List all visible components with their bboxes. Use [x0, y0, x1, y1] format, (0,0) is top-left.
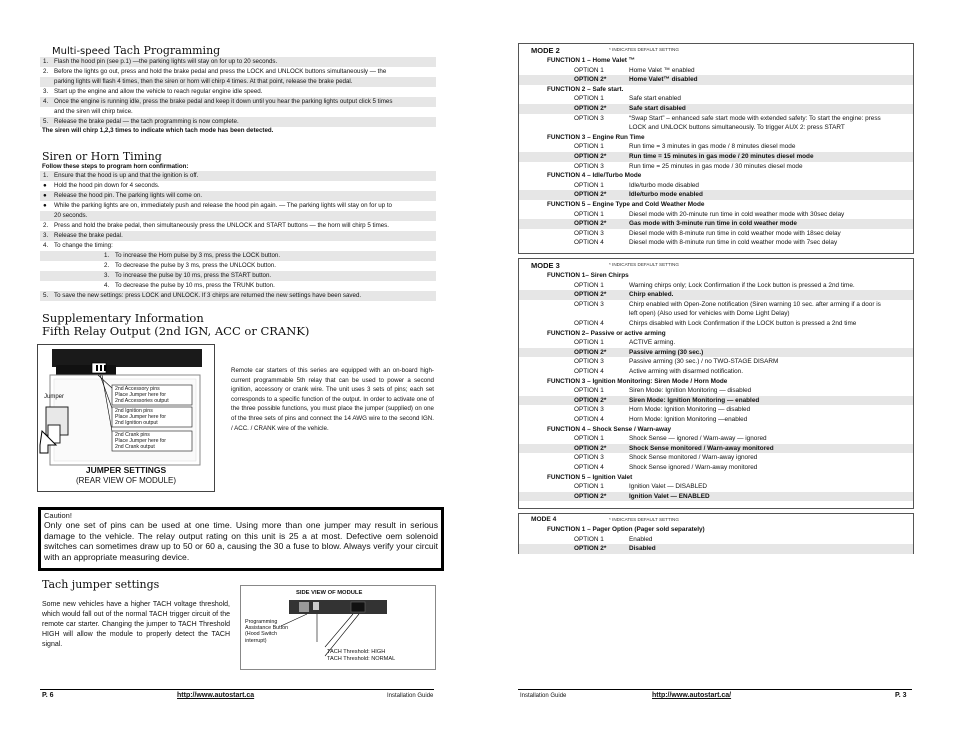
option-text: Run time = 15 minutes in gas mode / 20 minutes diesel mode [629, 153, 814, 160]
function-heading: FUNCTION 1– Siren Chirps [547, 272, 629, 279]
option-row [519, 415, 913, 425]
default-option-row [519, 219, 913, 229]
option-label: OPTION 4 [574, 416, 604, 423]
option-text: Horn Mode: Ignition Monitoring — disabled [629, 406, 751, 414]
option-label: OPTION 3 [574, 114, 604, 122]
option-row [519, 405, 913, 415]
siren-step-text: To decrease the pulse by 10 ms, press the TRUNK button. [115, 282, 275, 289]
option-label: OPTION 3 [574, 406, 604, 414]
mode-4-box [518, 513, 914, 554]
option-text: Shock Sense monitored / Warn-away ignored [629, 454, 758, 462]
tach-programming-title: Multi-speed Tach Programming [52, 44, 221, 57]
left-page-number: P. 6 [42, 692, 54, 699]
option-label: OPTION 4 [574, 239, 604, 247]
option-row [519, 300, 913, 310]
option-row [519, 114, 913, 124]
siren-step [40, 291, 436, 301]
function-heading: FUNCTION 5 – Ignition Valet [547, 473, 633, 481]
option-row [519, 453, 913, 463]
option-label: OPTION 3 [574, 454, 604, 462]
function-heading: FUNCTION 3 – Ignition Monitoring: Siren Mode / Horn Mode [547, 377, 728, 385]
option-text: Siren Mode: Ignition Monitoring — enabled [629, 396, 760, 404]
siren-step-text: To increase the Horn pulse by 3 ms, press the LOCK button. [115, 252, 281, 259]
option-row [519, 123, 913, 133]
option-text: Enabled [629, 535, 653, 543]
option-row [519, 535, 913, 545]
siren-step [40, 201, 436, 211]
function-heading: FUNCTION 1 – Home Valet ™ [547, 57, 636, 64]
option-label: OPTION 1 [574, 66, 604, 74]
option-text: Run time = 25 minutes in gas mode / 30 minutes diesel mode [629, 162, 803, 170]
option-text: Chirp enabled with Open-Zone notification (Siren warning 10 sec. after arming if a door is [629, 300, 881, 308]
option-text: Idle/turbo mode enabled [629, 191, 703, 199]
option-text: Horn Mode: Ignition Monitoring —enabled [629, 416, 748, 423]
siren-step-number: 2. [43, 222, 49, 229]
tach-jumper-paragraph: Some new vehicles have a higher TACH voltage threshold, which would fall out of the normal TACH trigger circuit of the remote car starter. Changing the jumper to TACH Threshold HIGH will allow the module to properly detect the TACH signal. [42, 601, 230, 648]
bullet-icon: ● [43, 192, 47, 199]
option-row [519, 281, 913, 291]
option-text: Diesel mode with 8-minute run time in cold weather mode with 18sec delay [629, 229, 841, 237]
function-heading: FUNCTION 2– Passive or active arming [547, 329, 666, 337]
option-label: OPTION 3 [574, 229, 604, 237]
option-text: Siren Mode: Ignition Monitoring — disabled [629, 387, 752, 395]
option-label: OPTION 4 [574, 320, 604, 327]
siren-step-number: 5. [43, 292, 49, 299]
siren-step-text: While the parking lights are on, immediately push and release the hood pin again. — The parking lights will stay on for up to [54, 202, 392, 209]
fifth-relay-paragraph: Remote car starters of this series are equipped with an on-board high-current programmable 5th relay that can be used to power a second ignition, accessory or crank wire. The unit uses 3 sets of pins; each set corresponds to a specific function of the output. In order to activate one of the three possible functions, you must place the jumper (supplied) on one of the three sets of pins and connect the 14 AWG wire to the second IGN. / ACC. / CRANK wire of the vehicle. [231, 367, 434, 432]
siren-step-number: 4. [104, 282, 110, 289]
option-label: OPTION 1 [574, 483, 604, 491]
option-text: Diesel mode with 20-minute run time in cold weather mode with 30sec delay [629, 210, 845, 218]
option-label: OPTION 2* [574, 291, 607, 299]
accessory-pins-label: 2nd Accessory pins Place Jumper here for 2nd Accessories output [115, 386, 169, 404]
option-text: ACTIVE arming. [629, 339, 676, 347]
option-label: OPTION 1 [574, 210, 604, 218]
siren-step-number: 4. [43, 242, 49, 249]
option-label: OPTION 1 [574, 181, 604, 189]
siren-step-text: 20 seconds. [54, 212, 88, 219]
crank-pins-label: 2nd Crank pins Place Jumper here for 2nd Crank output [115, 432, 167, 450]
siren-timing-steps [40, 171, 436, 301]
tach-step [40, 57, 436, 67]
tach-step-number: 4. [43, 98, 49, 105]
siren-step-number: 2. [104, 262, 110, 269]
siren-step-number: 1. [43, 172, 49, 179]
option-label: OPTION 2* [574, 76, 607, 84]
siren-step-text: Press and hold the brake pedal, then simultaneously press the UNLOCK and START buttons — the horn will chirp 5 times. [54, 222, 389, 229]
caution-label: Caution! [44, 511, 72, 520]
siren-step [40, 281, 436, 291]
option-row [519, 309, 913, 319]
option-label: OPTION 2* [574, 396, 607, 404]
siren-step-text: To increase the pulse by 10 ms, press the START button. [115, 272, 272, 279]
option-label: OPTION 1 [574, 281, 604, 289]
left-footer-rule [40, 689, 434, 690]
option-row [519, 238, 913, 248]
mode-3-title: MODE 3 [531, 261, 560, 270]
tach-step-number: 3. [43, 88, 49, 95]
option-row [519, 162, 913, 172]
option-row [519, 357, 913, 367]
right-footer-link[interactable]: http://www.autostart.ca/ [652, 692, 732, 699]
option-label: OPTION 3 [574, 358, 604, 366]
tach-step-number: 5. [43, 118, 49, 125]
option-label: OPTION 2* [574, 348, 607, 356]
option-row [519, 142, 913, 152]
siren-step [40, 181, 436, 191]
siren-step-number: 1. [104, 252, 110, 259]
function-heading: FUNCTION 1 – Pager Option (Pager sold separately) [547, 526, 705, 533]
tach-step-number: 2. [43, 68, 49, 75]
option-label: OPTION 2* [574, 492, 607, 500]
tach-high-label: TACH Threshold: HIGH [327, 649, 386, 655]
option-text: Gas mode with 3-minute run time in cold weather mode [629, 220, 797, 228]
tach-step-text: Before the lights go out, press and hold the brake pedal and press the LOCK and UNLOCK buttons simultaneously — the [54, 68, 387, 75]
option-text: Safe start enabled [629, 95, 681, 103]
siren-timing-intro: Follow these steps to program horn confirmation: [42, 163, 189, 170]
option-label: OPTION 1 [574, 535, 604, 543]
mode-3-box [518, 258, 914, 509]
mode-4-default-note: * INDICATES DEFAULT SETTING [609, 517, 679, 522]
option-text: left open) (Also used for vehicles with Dome Light Delay) [629, 310, 790, 318]
default-option-row [519, 190, 913, 200]
default-option-row [519, 348, 913, 358]
mode-2-box [518, 43, 914, 254]
mode-2-title: MODE 2 [531, 46, 560, 55]
siren-step-text: Ensure that the hood is up and that the ignition is off. [54, 172, 199, 179]
tach-step-text: Once the engine is running idle, press the brake pedal and keep it down until you hear the parking lights output click 5 times [54, 98, 393, 105]
right-footer-guide: Installation Guide [520, 693, 567, 699]
option-label: OPTION 1 [574, 95, 604, 103]
option-text: Ignition Valet — DISABLED [629, 483, 708, 491]
option-label: OPTION 2* [574, 444, 607, 452]
option-row [519, 482, 913, 492]
left-footer-guide: Installation Guide [387, 693, 434, 699]
option-text: Idle/turbo mode disabled [629, 181, 699, 189]
option-text: Home Valet™ disabled [629, 76, 698, 84]
option-row [519, 367, 913, 377]
siren-step [40, 251, 436, 261]
option-text: “Swap Start” – enhanced safe start mode with extended safety: To start the engine: press [629, 114, 881, 122]
option-row [519, 94, 913, 104]
option-text: Passive arming (30 sec.) [629, 348, 704, 356]
default-option-row [519, 290, 913, 300]
option-text: Passive arming (30 sec.) / no TWO-STAGE DISARM [629, 358, 779, 366]
mode-3-default-note: * INDICATES DEFAULT SETTING [609, 262, 679, 267]
siren-step-text: To save the new settings: press LOCK and UNLOCK. If 3 chirps are returned the new settings have been saved. [54, 292, 362, 299]
option-label: OPTION 2* [574, 153, 607, 160]
default-option-row [519, 544, 913, 554]
option-text: Run time = 3 minutes in gas mode / 8 minutes diesel mode [629, 143, 796, 151]
option-text: Active arming with disarmed notification. [629, 368, 744, 375]
siren-step [40, 271, 436, 281]
supplementary-title: Supplementary Information [42, 311, 204, 325]
option-label: OPTION 2* [574, 191, 607, 199]
siren-step [40, 211, 436, 221]
option-label: OPTION 1 [574, 435, 604, 443]
side-view-label: SIDE VIEW OF MODULE [296, 590, 363, 596]
tach-normal-label: TACH Threshold: NORMAL [327, 656, 396, 662]
option-label: OPTION 4 [574, 464, 604, 471]
default-option-row [519, 152, 913, 162]
tach-module-figure [240, 585, 436, 670]
tach-step [40, 107, 436, 117]
bullet-icon: ● [43, 202, 47, 209]
siren-step-text: To decrease the pulse by 3 ms, press the UNLOCK button. [115, 262, 276, 269]
function-heading: FUNCTION 3 – Engine Run Time [547, 133, 645, 141]
siren-step [40, 231, 436, 241]
siren-step [40, 241, 436, 251]
siren-step-number: 3. [104, 272, 110, 279]
tach-step-text: Flash the hood pin (see p.1) —the parking lights will stay on for up to 20 seconds. [54, 58, 278, 65]
option-label: OPTION 1 [574, 339, 604, 347]
option-label: OPTION 2* [574, 545, 607, 553]
default-option-row [519, 492, 913, 502]
option-text: Home Valet ™ enabled [629, 66, 695, 74]
option-label: OPTION 1 [574, 387, 604, 395]
option-text: Shock Sense — ignored / Warn-away — ignored [629, 435, 767, 443]
mode-2-default-note: * INDICATES DEFAULT SETTING [609, 47, 679, 52]
option-text: Diesel mode with 8-minute run time in cold weather mode with 7sec delay [629, 239, 838, 247]
option-row [519, 210, 913, 220]
option-text: Shock Sense ignored / Warn-away monitored [629, 464, 758, 471]
option-row [519, 434, 913, 444]
tach-programming-closing: The siren will chirp 1,2,3 times to indicate which tach mode has been detected. [42, 127, 274, 134]
tach-step-text: Release the brake pedal — the tach programming is now complete. [54, 118, 239, 125]
tach-step [40, 77, 436, 87]
assistance-button-label: Programming Assistance Button (Hood Switch interrupt) [245, 619, 289, 644]
tach-step [40, 117, 436, 127]
tach-step [40, 67, 436, 77]
option-text: Chirp enabled. [629, 291, 674, 299]
tach-step [40, 97, 436, 107]
siren-step-text: To change the timing: [54, 242, 113, 249]
siren-step [40, 171, 436, 181]
siren-step-number: 3. [43, 232, 49, 239]
option-label: OPTION 1 [574, 143, 604, 151]
siren-step-text: Release the hood pin. The parking lights will come on. [54, 192, 203, 199]
fifth-relay-title: Fifth Relay Output (2nd IGN, ACC or CRANK) [42, 324, 310, 338]
option-row [519, 66, 913, 76]
right-footer-rule [518, 689, 912, 690]
jumper-label: Jumper [44, 394, 65, 400]
function-heading: FUNCTION 5 – Engine Type and Cold Weather Mode [547, 201, 705, 208]
option-row [519, 338, 913, 348]
right-page-number: P. 3 [895, 692, 907, 699]
option-row [519, 229, 913, 239]
jumper-settings-caption: JUMPER SETTINGS [85, 465, 167, 475]
option-row [519, 181, 913, 191]
caution-text: Only one set of pins can be used at one time. Using more than one jumper may result in serious damage to the vehicle. The relay output rating on this unit is 25 a at most. Defective oem solenoid switches can sometimes draw up to 50 or 60 a, causing the 30 a fuse to blow. Always verify your circuit with an appropriate measuring device. [44, 520, 438, 562]
function-heading: FUNCTION 2 – Safe start. [547, 85, 624, 93]
option-text: Ignition Valet — ENABLED [629, 492, 710, 500]
option-row [519, 319, 913, 329]
default-option-row [519, 75, 913, 85]
option-text: Chirps disabled with Lock Confirmation if the LOCK button is pressed a 2nd time [629, 320, 857, 327]
option-text: Disabled [629, 545, 656, 553]
tach-programming-steps [40, 57, 436, 127]
jumper-settings-figure [37, 344, 215, 492]
option-text: Shock Sense monitored / Warn-away monitored [629, 444, 774, 452]
rear-view-caption: (REAR VIEW OF MODULE) [75, 476, 176, 485]
tach-step-text: parking lights will flash 4 times, then the siren or horn will chirp 4 times. At that point, release the brake pedal. [54, 78, 353, 85]
siren-timing-title: Siren or Horn Timing [42, 150, 162, 163]
option-text: LOCK and UNLOCK buttons simultaneously. To trigger AUX 2: press START [629, 124, 845, 132]
caution-box [38, 507, 444, 571]
default-option-row [519, 396, 913, 406]
left-footer-link[interactable]: http://www.autostart.ca [177, 692, 255, 699]
tach-jumper-title: Tach jumper settings [42, 578, 160, 591]
siren-step [40, 221, 436, 231]
option-label: OPTION 4 [574, 368, 604, 375]
option-label: OPTION 2* [574, 105, 607, 112]
option-label: OPTION 3 [574, 300, 604, 308]
mode-4-title: MODE 4 [531, 516, 557, 523]
siren-step-text: Release the brake pedal. [54, 232, 123, 239]
option-text: Safe start disabled [629, 105, 686, 112]
option-text: Warning chirps only; Lock Confirmation if the Lock button is pressed a 2nd time. [629, 281, 855, 289]
option-row [519, 386, 913, 396]
siren-step-text: Hold the hood pin down for 4 seconds. [54, 182, 160, 189]
tach-step-number: 1. [43, 58, 49, 65]
tach-step [40, 87, 436, 97]
default-option-row [519, 444, 913, 454]
siren-step [40, 261, 436, 271]
option-label: OPTION 2* [574, 220, 607, 228]
function-heading: FUNCTION 4 – Shock Sense / Warn-away [547, 425, 672, 433]
ignition-pins-label: 2nd Ignition pins Place Jumper here for 2nd Ignition output [115, 408, 167, 426]
tach-step-text: Start up the engine and allow the vehicle to reach regular engine idle speed. [54, 88, 263, 95]
siren-step [40, 191, 436, 201]
function-heading: FUNCTION 4 – Idle/Turbo Mode [547, 172, 642, 180]
option-label: OPTION 3 [574, 162, 604, 170]
default-option-row [519, 104, 913, 114]
bullet-icon: ● [43, 182, 47, 189]
tach-step-text: and the siren will chirp twice. [54, 108, 133, 115]
option-row [519, 463, 913, 473]
